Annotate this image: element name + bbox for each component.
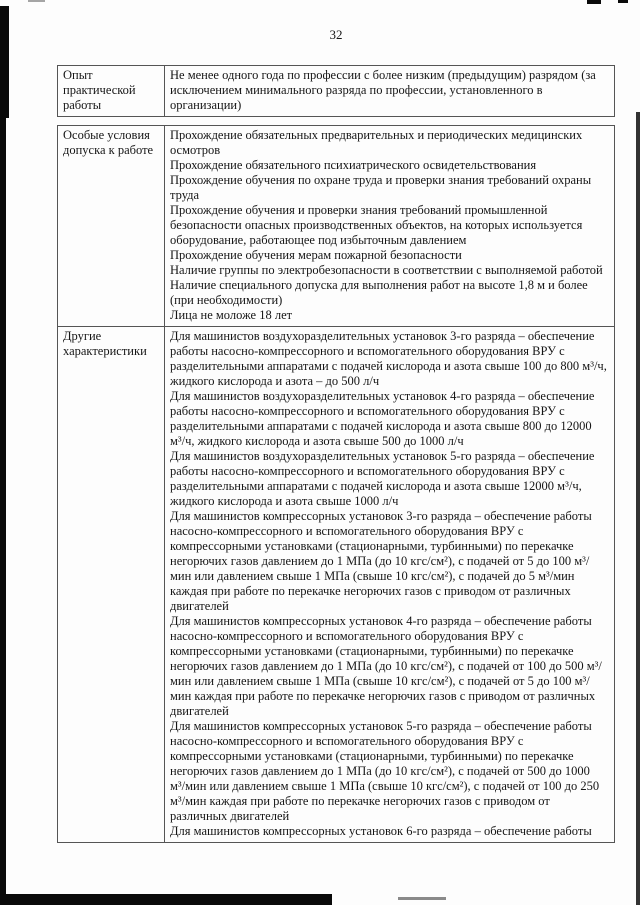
table-row	[58, 66, 615, 117]
row-item: Для машинистов компрессорных установок 4-го разряда – обеспечение работы насосно-компрессорного и вспомогательного оборудования ВРУ с компрессорными установками (стационарными, турбинными) по перекачке негорючих газов давлением до 1 МПа (до 10 кгс/см²), с подачей от 100 до 500 м³/мин или давлением свыше 1 МПа (свыше 10 кгс/см²), с подачей от 5 до 100 м³/мин каждая при работе по перекачке негорючих газов с приводом от различных двигателей	[170, 614, 602, 718]
scan-artifact-left-bar-top	[0, 6, 9, 118]
row-content-cell	[165, 66, 615, 117]
row-label: Другие характеристики	[63, 329, 147, 358]
row-label: Опыт практической работы	[63, 68, 136, 112]
row-label-cell	[58, 126, 165, 327]
scan-artifact-top-mark-right1	[587, 0, 601, 4]
row-item: Для машинистов компрессорных установок 6-го разряда – обеспечение работы	[170, 824, 592, 838]
row-item: Для машинистов компрессорных установок 3-го разряда – обеспечение работы насосно-компрессорного и вспомогательного оборудования ВРУ с компрессорными установками (стационарными, турбинными) по перекачке негорючих газов давлением до 1 МПа (до 10 кгс/см²), с подачей от 5 до 100 м³/мин или давлением свыше 1 МПа (свыше 10 кгс/см²), с подачей до 5 м³/мин каждая при работе по перекачке негорючих газов с приводом от различных двигателей	[170, 509, 592, 613]
row-content-cell	[165, 327, 615, 843]
page-number: 32	[329, 27, 343, 42]
scan-artifact-left-bar	[0, 6, 6, 905]
row-item: Прохождение обучения по охране труда и проверки знания требований охраны труда	[170, 173, 592, 202]
table-row	[58, 327, 615, 843]
row-label-cell	[58, 66, 165, 117]
scan-artifact-bottom-tick	[398, 897, 446, 900]
scan-artifact-top-mark-right2	[618, 0, 628, 3]
row-item: Для машинистов воздухоразделительных установок 4-го разряда – обеспечение работы насосно-компрессорного и вспомогательного оборудования ВРУ с разделительными аппаратами с подачей кислорода и азота свыше 800 до 12000 м³/ч, жидкого кислорода и азота свыше 500 до 1000 л/ч	[170, 389, 595, 448]
row-label: Особые условия допуска к работе	[63, 128, 154, 157]
experience-table	[57, 65, 615, 117]
scan-artifact-bottom-strip	[0, 894, 332, 905]
row-item: Не менее одного года по профессии с более низким (предыдущим) разрядом (за исключением минимального разряда по профессии, установленного в организации)	[170, 68, 596, 112]
scan-artifact-top-mark-left	[28, 0, 45, 2]
table-row	[58, 126, 615, 327]
requirements-table	[57, 125, 615, 843]
row-item: Для машинистов воздухоразделительных установок 5-го разряда – обеспечение работы насосно-компрессорного и вспомогательного оборудования ВРУ с разделительными аппаратами с подачей кислорода и азота свыше 12000 м³/ч, жидкого кислорода и азота свыше 1000 л/ч	[170, 449, 595, 508]
row-item: Прохождение обязательного психиатрического освидетельствования	[170, 158, 537, 172]
row-label-cell	[58, 327, 165, 843]
row-item: Прохождение обучения мерам пожарной безопасности	[170, 248, 462, 262]
row-content-cell	[165, 126, 615, 327]
row-item: Для машинистов воздухоразделительных установок 3-го разряда – обеспечение работы насосно-компрессорного и вспомогательного оборудования ВРУ с разделительными аппаратами с подачей кислорода и азота свыше 100 до 800 м³/ч, жидкого кислорода и азота – до 500 л/ч	[170, 329, 607, 388]
row-item: Наличие специального допуска для выполнения работ на высоте 1,8 м и более (при необходимости)	[170, 278, 588, 307]
row-item: Наличие группы по электробезопасности в соответствии с выполняемой работой	[170, 263, 603, 277]
row-item: Для машинистов компрессорных установок 5-го разряда – обеспечение работы насосно-компрессорного и вспомогательного оборудования ВРУ с компрессорными установками (стационарными, турбинными) по перекачке негорючих газов давлением до 1 МПа (до 10 кгс/см²), с подачей от 500 до 1000 м³/мин или давлением свыше 1 МПа (свыше 10 кгс/см²), с подачей от 100 до 250 м³/мин каждая при работе по перекачке негорючих газов с приводом от различных двигателей	[170, 719, 600, 823]
row-item: Лица не моложе 18 лет	[170, 308, 293, 322]
row-item: Прохождение обязательных предварительных и периодических медицинских осмотров	[170, 128, 583, 157]
row-item: Прохождение обучения и проверки знания требований промышленной безопасности опасных производственных объектов, на которых используется оборудование, работающее под избыточным давлением	[170, 203, 583, 247]
scan-artifact-right-strip	[636, 112, 640, 905]
